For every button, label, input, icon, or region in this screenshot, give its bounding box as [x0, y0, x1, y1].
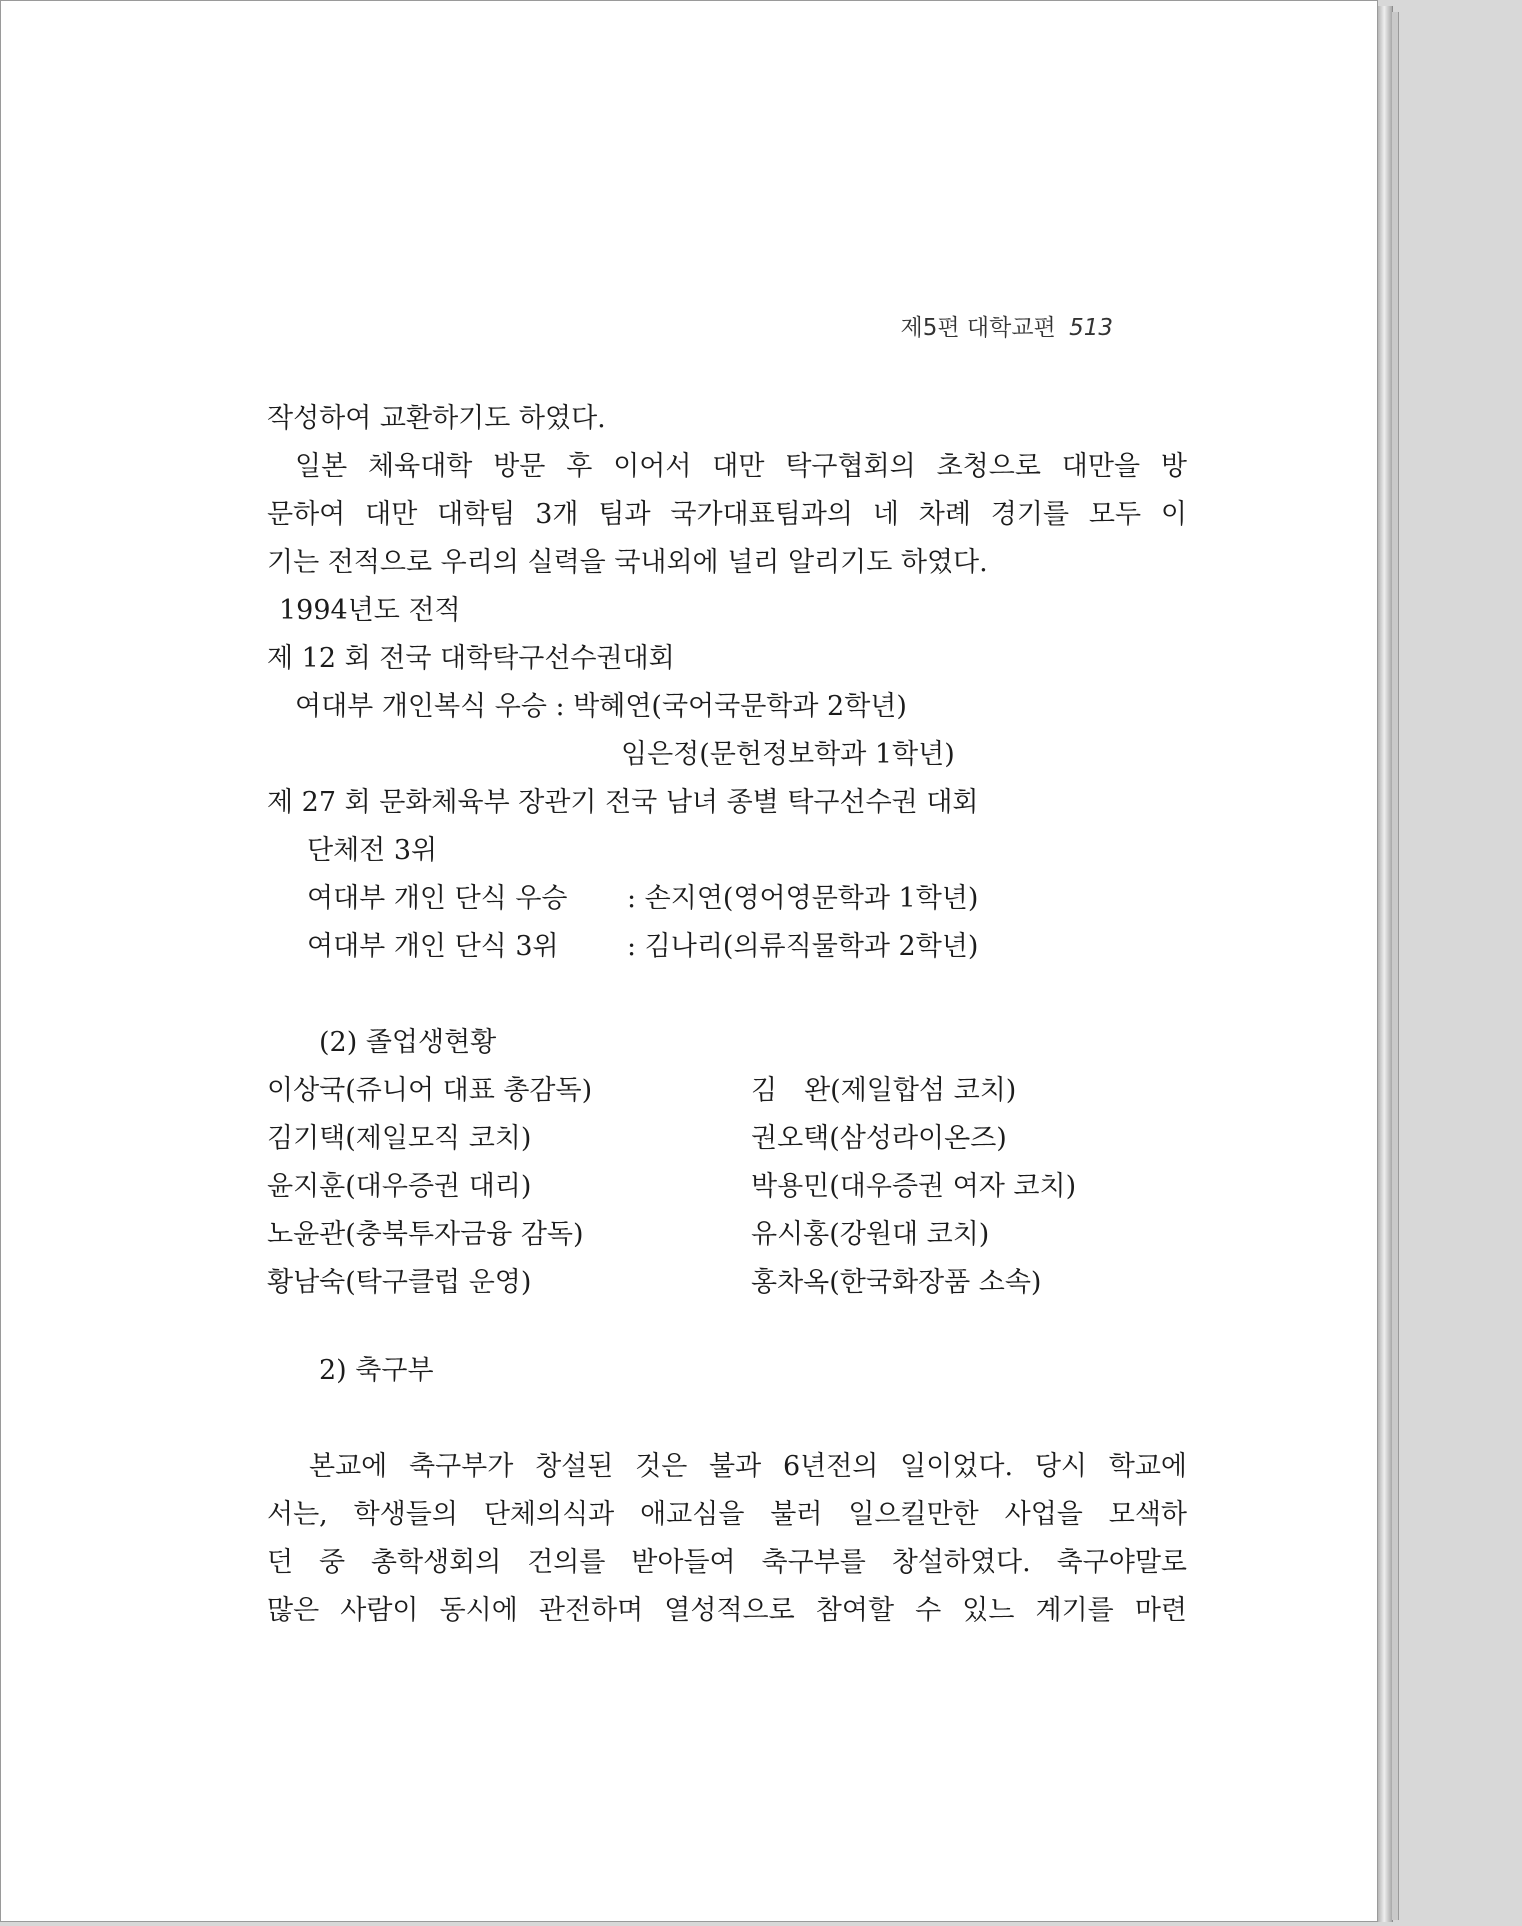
event-result-value: : 손지연(영어영문학과 1학년) [627, 883, 979, 914]
graduate-entry: 김기택(제일모직 코치) [267, 1123, 532, 1154]
paragraph-line: 서는, 학생들의 단체의식과 애교심을 불러 일으킬만한 사업을 모색하 [267, 1499, 1187, 1530]
paragraph-line: 던 중 총학생회의 건의를 받아들여 축구부를 창설하였다. 축구야말로 [267, 1547, 1187, 1578]
graduate-entry: 권오택(삼성라이온즈) [751, 1123, 1007, 1154]
record-title: 1994년도 전적 [279, 595, 461, 626]
page-stack-edge [1392, 12, 1399, 1920]
event-title: 제 12 회 전국 대학탁구선수권대회 [267, 643, 675, 674]
graduate-entry: 윤지훈(대우증권 대리) [267, 1171, 532, 1202]
graduate-entry: 황남숙(탁구클럽 운영) [267, 1267, 532, 1298]
graduate-entry: 유시홍(강원대 코치) [751, 1219, 990, 1250]
event-result-label: 여대부 개인 단식 3위 [307, 931, 559, 962]
graduate-entry: 이상국(쥬니어 대표 총감독) [267, 1075, 593, 1106]
paragraph-line: 일본 체육대학 방문 후 이어서 대만 탁구협회의 초청으로 대만을 방 [295, 451, 1187, 482]
section-heading: (2) 졸업생현황 [319, 1027, 497, 1058]
section-heading: 2) 축구부 [319, 1355, 434, 1386]
graduate-entry: 박용민(대우증권 여자 코치) [751, 1171, 1077, 1202]
page-number: 513 [1069, 315, 1113, 341]
paragraph-line: 많은 사람이 동시에 관전하며 열성적으로 참여할 수 있느 계기를 마련 [267, 1595, 1187, 1626]
chapter-title: 제5편 대학교편 [900, 315, 1056, 341]
graduate-entry: 노윤관(충북투자금융 감독) [267, 1219, 584, 1250]
paragraph-line: 기는 전적으로 우리의 실력을 국내외에 널리 알리기도 하였다. [267, 547, 988, 578]
event-result-value: : 김나리(의류직물학과 2학년) [627, 931, 979, 962]
paragraph-line: 본교에 축구부가 창설된 것은 불과 6년전의 일이었다. 당시 학교에 [309, 1451, 1187, 1482]
graduate-entry: 홍차옥(한국화장품 소속) [751, 1267, 1042, 1298]
event-result: 임은정(문헌정보학과 1학년) [621, 739, 955, 770]
event-result: 여대부 개인복식 우승 : 박혜연(국어국문학과 2학년) [295, 691, 907, 722]
event-result: 단체전 3위 [307, 835, 438, 866]
paragraph-line: 문하여 대만 대학팀 3개 팀과 국가대표팀과의 네 차례 경기를 모두 이 [267, 499, 1187, 530]
page-stack-edge [1378, 6, 1393, 1922]
running-header [901, 309, 1113, 342]
paragraph-line: 작성하여 교환하기도 하였다. [267, 403, 606, 434]
event-result-label: 여대부 개인 단식 우승 [307, 883, 568, 914]
graduate-entry: 김 완(제일합섬 코치) [751, 1075, 1017, 1106]
event-title: 제 27 회 문화체육부 장관기 전국 남녀 종별 탁구선수권 대회 [267, 787, 979, 818]
